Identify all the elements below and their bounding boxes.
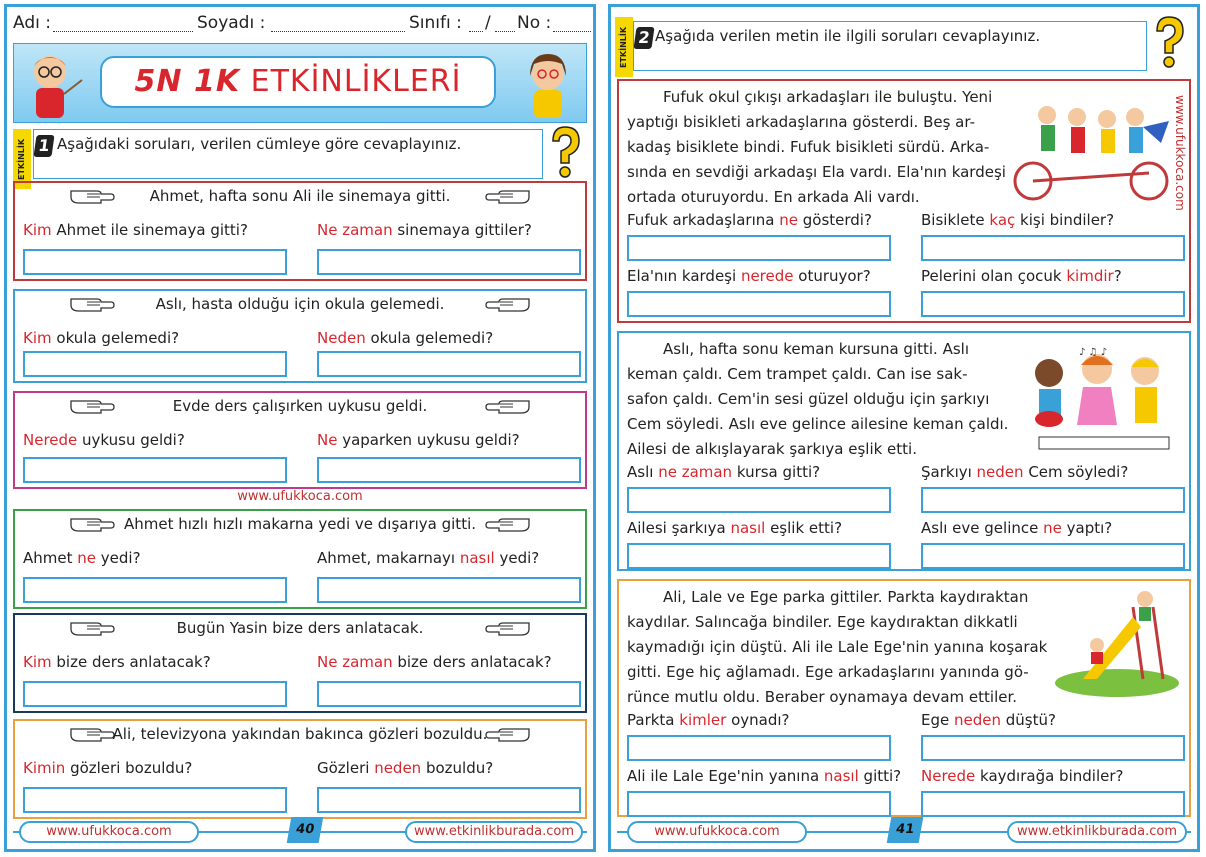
question-keyword: Kim — [23, 221, 52, 239]
page-title — [100, 56, 496, 108]
question-keyword: kimdir — [1066, 267, 1114, 285]
answer-field[interactable] — [921, 735, 1185, 761]
story-line: Ali, Lale ve Ege parka gittiler. Parkta kaydıraktan — [663, 588, 1029, 606]
question-keyword: neden — [954, 711, 1001, 729]
given-sentence: Aslı, hasta olduğu için okula gelemedi. — [155, 295, 445, 313]
question-box — [13, 719, 587, 819]
instruction-text: Aşağıdaki soruları, verilen cümleye göre cevaplayınız. — [57, 135, 462, 153]
question — [627, 211, 872, 229]
question-keyword: nasıl — [459, 549, 495, 567]
answer-field[interactable] — [921, 291, 1185, 317]
question-2 — [317, 221, 532, 239]
question-keyword: Ne — [317, 431, 338, 449]
question-mark-icon — [545, 125, 585, 181]
answer-field[interactable] — [921, 235, 1185, 261]
etkinlik-tag: ETKİNLİK — [13, 129, 31, 189]
answer-field[interactable] — [317, 787, 581, 813]
class-label: Sınıfı : — [409, 13, 462, 33]
question-suffix: okula gelemedi? — [51, 329, 180, 347]
question-keyword: ne zaman — [658, 463, 733, 481]
question-prefix: Şarkıyı — [921, 463, 977, 481]
question-keyword: nerede — [740, 267, 794, 285]
number-field[interactable] — [553, 31, 591, 32]
svg-text:♪ ♫ ♪: ♪ ♫ ♪ — [1079, 347, 1108, 358]
question-prefix: Ali ile Lale Ege'nin yanına — [627, 767, 824, 785]
question-prefix: Bisiklete — [921, 211, 990, 229]
answer-field[interactable] — [23, 351, 287, 377]
question — [921, 519, 1112, 537]
question-suffix: Ahmet ile sinemaya gitti? — [51, 221, 248, 239]
answer-field[interactable] — [627, 791, 891, 817]
music-kids-illustration — [1019, 345, 1177, 457]
page-number: 40 — [287, 817, 324, 843]
answer-field[interactable] — [23, 457, 287, 483]
question — [921, 463, 1128, 481]
question-keyword: ne — [1043, 519, 1062, 537]
question-keyword: kimler — [679, 711, 727, 729]
question-2 — [317, 549, 539, 567]
question-2 — [317, 329, 493, 347]
question — [921, 711, 1056, 729]
answer-field[interactable] — [627, 543, 891, 569]
question-prefix: Ahmet — [23, 549, 78, 567]
name-field[interactable] — [53, 31, 193, 32]
question-1 — [23, 221, 248, 239]
question-suffix: ? — [1113, 267, 1122, 285]
answer-field[interactable] — [23, 787, 287, 813]
title-etkinlikleri: ETKİNLİKLERİ — [250, 64, 462, 99]
question-suffix: gözleri bozuldu? — [65, 759, 193, 777]
question-suffix: gitti? — [858, 767, 902, 785]
story-line: Ailesi de alkışlayarak şarkıya eşlik etti. — [627, 440, 917, 458]
question — [627, 463, 820, 481]
answer-field[interactable] — [317, 457, 581, 483]
question-suffix: Cem söyledi? — [1023, 463, 1129, 481]
question-keyword: nasıl — [823, 767, 859, 785]
question — [921, 767, 1123, 785]
story-line: kaydılar. Salıncağa bindiler. Ege kaydıraktan dikkatli — [627, 613, 1018, 631]
worksheet-page-right — [608, 4, 1200, 852]
story-line: yaptığı bisikleti arkadaşlarına gösterdi. Beş ar- — [627, 113, 975, 131]
name-label: Adı : — [13, 13, 51, 33]
question-keyword: ne — [779, 211, 798, 229]
question-suffix: yaparken uykusu geldi? — [337, 431, 520, 449]
question-suffix: uykusu geldi? — [77, 431, 185, 449]
title-banner — [13, 43, 587, 123]
question-prefix: Aslı — [627, 463, 659, 481]
question-suffix: düştü? — [1001, 711, 1056, 729]
question-prefix: Parkta — [627, 711, 680, 729]
question-suffix: kişi bindiler? — [1015, 211, 1115, 229]
answer-field[interactable] — [627, 735, 891, 761]
question-1 — [23, 329, 179, 347]
story-line: keman çaldı. Cem trampet çaldı. Can ise sak- — [627, 365, 968, 383]
question-mark-icon — [1149, 15, 1189, 71]
page-number: 41 — [887, 817, 924, 843]
question — [921, 211, 1114, 229]
worksheet-page-left — [4, 4, 596, 852]
story-box — [617, 579, 1191, 817]
surname-field[interactable] — [271, 31, 405, 32]
story-line: kaymadığı için düştü. Ali ile Lale Ege'nin yanına koşarak — [627, 638, 1048, 656]
question-keyword: Ne zaman — [317, 221, 393, 239]
playground-slide-illustration — [1053, 587, 1181, 699]
class-field[interactable] — [469, 31, 483, 32]
question-box — [13, 181, 587, 281]
question-keyword: Kim — [23, 329, 52, 347]
question-keyword: Nerede — [23, 431, 78, 449]
footer-site-left[interactable]: www.ufukkoca.com — [627, 821, 807, 843]
question-box — [13, 391, 587, 489]
answer-field[interactable] — [627, 235, 891, 261]
question-keyword: neden — [976, 463, 1024, 481]
question-suffix: gösterdi? — [797, 211, 872, 229]
question-suffix: okula gelemedi? — [365, 329, 494, 347]
question-prefix: Ela'nın kardeşi — [627, 267, 741, 285]
question-1 — [23, 759, 192, 777]
story-line: kadaş bisiklete bindi. Fufuk bisikleti sürdü. Arka- — [627, 138, 990, 156]
question-prefix: Ahmet, makarnayı — [317, 549, 460, 567]
answer-field[interactable] — [317, 577, 581, 603]
question-keyword: ne — [77, 549, 97, 567]
story-box — [617, 331, 1191, 571]
question — [627, 767, 901, 785]
story-line: ortada oturuyordu. En arkada Ali vardı. — [627, 188, 920, 206]
answer-field[interactable] — [627, 291, 891, 317]
given-sentence: Bugün Yasin bize ders anlatacak. — [176, 619, 424, 637]
answer-field[interactable] — [921, 543, 1185, 569]
question-box — [13, 509, 587, 609]
class-slash: / — [485, 13, 491, 33]
question-suffix: eşlik etti? — [765, 519, 843, 537]
student-girl-illustration — [512, 50, 576, 120]
question-1 — [23, 431, 185, 449]
question-1 — [23, 653, 211, 671]
question — [627, 711, 789, 729]
question-suffix: bize ders anlatacak? — [392, 653, 552, 671]
question-box — [13, 613, 587, 713]
question-keyword: Kimin — [23, 759, 66, 777]
question-suffix: oturuyor? — [793, 267, 871, 285]
answer-field[interactable] — [317, 249, 581, 275]
question-prefix: Gözleri — [317, 759, 375, 777]
footer-site-left[interactable]: www.ufukkoca.com — [19, 821, 199, 843]
question — [921, 267, 1122, 285]
question-2 — [317, 653, 552, 671]
teacher-illustration — [22, 50, 86, 120]
page-footer — [617, 821, 1191, 843]
question-prefix: Aslı eve gelince — [921, 519, 1044, 537]
question-prefix: Pelerini olan çocuk — [921, 267, 1067, 285]
activity-number: 2 — [633, 27, 654, 49]
answer-field[interactable] — [23, 577, 287, 603]
answer-field[interactable] — [921, 791, 1185, 817]
question-keyword: Ne zaman — [317, 653, 393, 671]
question-suffix: yedi? — [494, 549, 540, 567]
website-watermark: www.ufukkoca.com — [237, 489, 363, 504]
answer-field[interactable] — [627, 487, 891, 513]
instruction-text: Aşağıda verilen metin ile ilgili soruları cevaplayınız. — [655, 27, 1041, 45]
given-sentence: Evde ders çalışırken uykusu geldi. — [172, 397, 428, 415]
question-suffix: kursa gitti? — [732, 463, 821, 481]
story-line: rünce mutlu oldu. Beraber oynamaya devam ettiler. — [627, 688, 1018, 706]
given-sentence: Ali, televizyona yakından bakınca gözleri bozuldu. — [112, 725, 488, 743]
given-sentence: Ahmet hızlı hızlı makarna yedi ve dışarıya gitti. — [123, 515, 477, 533]
question-box — [13, 289, 587, 383]
answer-field[interactable] — [23, 249, 287, 275]
question-keyword: nasıl — [730, 519, 766, 537]
answer-field[interactable] — [317, 351, 581, 377]
story-line: Aslı, hafta sonu keman kursuna gitti. Aslı — [663, 340, 969, 358]
story-line: safon çaldı. Cem'in sesi güzel olduğu için şarkıyı — [627, 390, 990, 408]
surname-label: Soyadı : — [197, 13, 266, 33]
section-field[interactable] — [495, 31, 515, 32]
question-suffix: yaptı? — [1061, 519, 1113, 537]
etkinlik-tag: ETKİNLİK — [615, 17, 633, 77]
question-keyword: Neden — [317, 329, 366, 347]
number-label: No : — [517, 13, 552, 33]
question-prefix: Ege — [921, 711, 954, 729]
question-suffix: yedi? — [96, 549, 141, 567]
title-5n1k: 5N 1K — [134, 64, 241, 99]
story-line: sında en sevdiği arkadaşı Ela vardı. Ela'nın kardeşi — [627, 163, 1006, 181]
question — [627, 267, 871, 285]
question-keyword: Kim — [23, 653, 52, 671]
footer-site-right[interactable]: www.etkinlikburada.com — [405, 821, 583, 843]
student-info-line — [13, 11, 587, 37]
question-suffix: sinemaya gittiler? — [392, 221, 532, 239]
footer-site-right[interactable]: www.etkinlikburada.com — [1007, 821, 1187, 843]
question-suffix: kaydırağa bindiler? — [975, 767, 1124, 785]
question-keyword: Nerede — [921, 767, 976, 785]
story-line: Cem söyledi. Aslı eve gelince ailesine keman çaldı. — [627, 415, 1009, 433]
question-suffix: oynadı? — [726, 711, 790, 729]
answer-field[interactable] — [921, 487, 1185, 513]
activity-number: 1 — [33, 135, 54, 157]
question-2 — [317, 759, 493, 777]
answer-field[interactable] — [23, 681, 287, 707]
story-line: gitti. Ege hiç ağlamadı. Ege arkadaşlarını yanında gö- — [627, 663, 1029, 681]
question — [627, 519, 842, 537]
question-1 — [23, 549, 141, 567]
question-prefix: Ailesi şarkıya — [627, 519, 731, 537]
page-footer — [13, 821, 587, 843]
question-keyword: kaç — [989, 211, 1016, 229]
vertical-website-watermark: www.ufukkoca.com — [1173, 95, 1187, 211]
question-prefix: Fufuk arkadaşlarına — [627, 211, 780, 229]
story-line: Fufuk okul çıkışı arkadaşları ile buluştu. Yeni — [663, 88, 993, 106]
answer-field[interactable] — [317, 681, 581, 707]
question-2 — [317, 431, 520, 449]
question-keyword: neden — [374, 759, 422, 777]
question-suffix: bozuldu? — [421, 759, 494, 777]
bicycle-kids-illustration — [1011, 93, 1171, 203]
question-suffix: bize ders anlatacak? — [51, 653, 211, 671]
story-box — [617, 79, 1191, 323]
given-sentence: Ahmet, hafta sonu Ali ile sinemaya gitti. — [149, 187, 451, 205]
